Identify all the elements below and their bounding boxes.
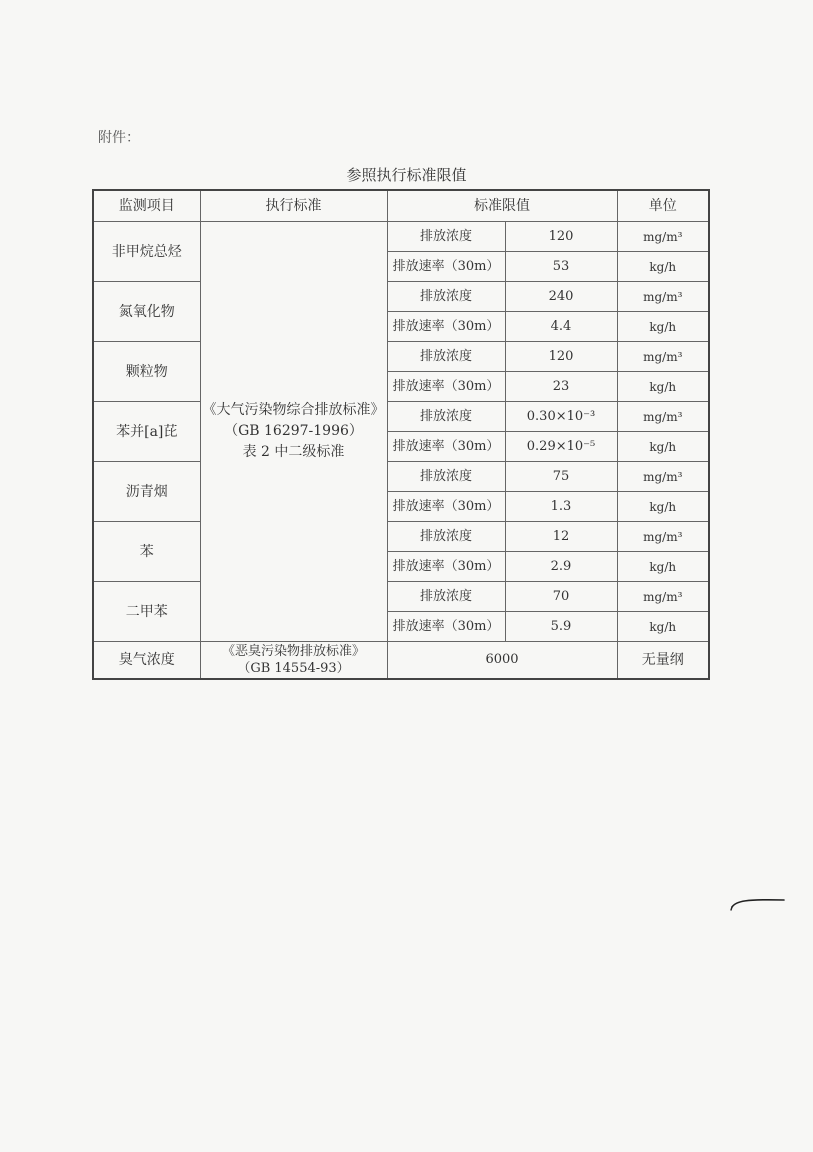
limit-unit: kg/h [617, 372, 709, 402]
limit-param: 排放浓度 [387, 462, 505, 492]
limit-param: 排放速率（30m） [387, 492, 505, 522]
table-body [93, 222, 709, 680]
odor-standard-line1: 《恶臭污染物排放标准》 [221, 644, 365, 659]
table-row [93, 582, 709, 612]
limit-param: 排放浓度 [387, 402, 505, 432]
limit-param: 排放速率（30m） [387, 612, 505, 642]
pollutant-name: 苯 [93, 522, 200, 582]
limit-value: 0.29×10⁻⁵ [505, 432, 617, 462]
limit-unit: mg/m³ [617, 222, 709, 252]
limit-param: 排放浓度 [387, 282, 505, 312]
pollutant-name: 苯并[a]芘 [93, 402, 200, 462]
main-standard [200, 222, 387, 642]
standards-table [92, 189, 710, 680]
table-row [93, 342, 709, 372]
limit-unit: kg/h [617, 492, 709, 522]
header-standard: 执行标准 [200, 190, 387, 222]
pen-mark-icon [728, 893, 788, 913]
odor-value: 6000 [387, 642, 617, 680]
limit-value: 75 [505, 462, 617, 492]
limit-unit: mg/m³ [617, 402, 709, 432]
limit-value: 70 [505, 582, 617, 612]
limit-param: 排放速率（30m） [387, 432, 505, 462]
pollutant-name: 沥青烟 [93, 462, 200, 522]
limit-unit: kg/h [617, 552, 709, 582]
limit-param: 排放浓度 [387, 222, 505, 252]
limit-param: 排放速率（30m） [387, 372, 505, 402]
limit-value: 53 [505, 252, 617, 282]
limit-param: 排放速率（30m） [387, 252, 505, 282]
header-item: 监测项目 [93, 190, 200, 222]
limit-param: 排放浓度 [387, 582, 505, 612]
table-header-row [93, 190, 709, 222]
limit-unit: kg/h [617, 312, 709, 342]
limit-value: 2.9 [505, 552, 617, 582]
limit-value: 12 [505, 522, 617, 552]
main-standard-line3: 表 2 中二级标准 [242, 444, 345, 460]
table-row [93, 222, 709, 252]
table-row-odor [93, 642, 709, 680]
limit-value: 120 [505, 342, 617, 372]
limit-unit: mg/m³ [617, 342, 709, 372]
odor-unit: 无量纲 [617, 642, 709, 680]
pollutant-name: 颗粒物 [93, 342, 200, 402]
limit-unit: mg/m³ [617, 582, 709, 612]
main-standard-line2: （GB 16297-1996） [224, 423, 363, 439]
limit-unit: mg/m³ [617, 522, 709, 552]
limit-param: 排放浓度 [387, 342, 505, 372]
pollutant-name: 非甲烷总烃 [93, 222, 200, 282]
limit-value: 1.3 [505, 492, 617, 522]
table-row [93, 522, 709, 552]
limit-value: 23 [505, 372, 617, 402]
limit-param: 排放速率（30m） [387, 552, 505, 582]
table-title: 参照执行标准限值 [346, 166, 467, 184]
odor-item: 臭气浓度 [93, 642, 200, 680]
pollutant-name: 二甲苯 [93, 582, 200, 642]
limit-param: 排放速率（30m） [387, 312, 505, 342]
limit-unit: kg/h [617, 612, 709, 642]
limit-value: 0.30×10⁻³ [505, 402, 617, 432]
pollutant-name: 氮氧化物 [93, 282, 200, 342]
limit-value: 120 [505, 222, 617, 252]
main-standard-line1: 《大气污染物综合排放标准》 [202, 402, 385, 418]
attachment-label: 附件： [98, 130, 140, 146]
limit-unit: kg/h [617, 252, 709, 282]
header-unit: 单位 [617, 190, 709, 222]
limit-unit: mg/m³ [617, 282, 709, 312]
limit-unit: mg/m³ [617, 462, 709, 492]
limit-value: 240 [505, 282, 617, 312]
table-row [93, 282, 709, 312]
limit-param: 排放浓度 [387, 522, 505, 552]
odor-standard [200, 642, 387, 680]
limit-value: 5.9 [505, 612, 617, 642]
odor-standard-line2: （GB 14554-93） [237, 661, 350, 676]
limit-value: 4.4 [505, 312, 617, 342]
table-row [93, 402, 709, 432]
header-limit: 标准限值 [387, 190, 617, 222]
table-row [93, 462, 709, 492]
limit-unit: kg/h [617, 432, 709, 462]
